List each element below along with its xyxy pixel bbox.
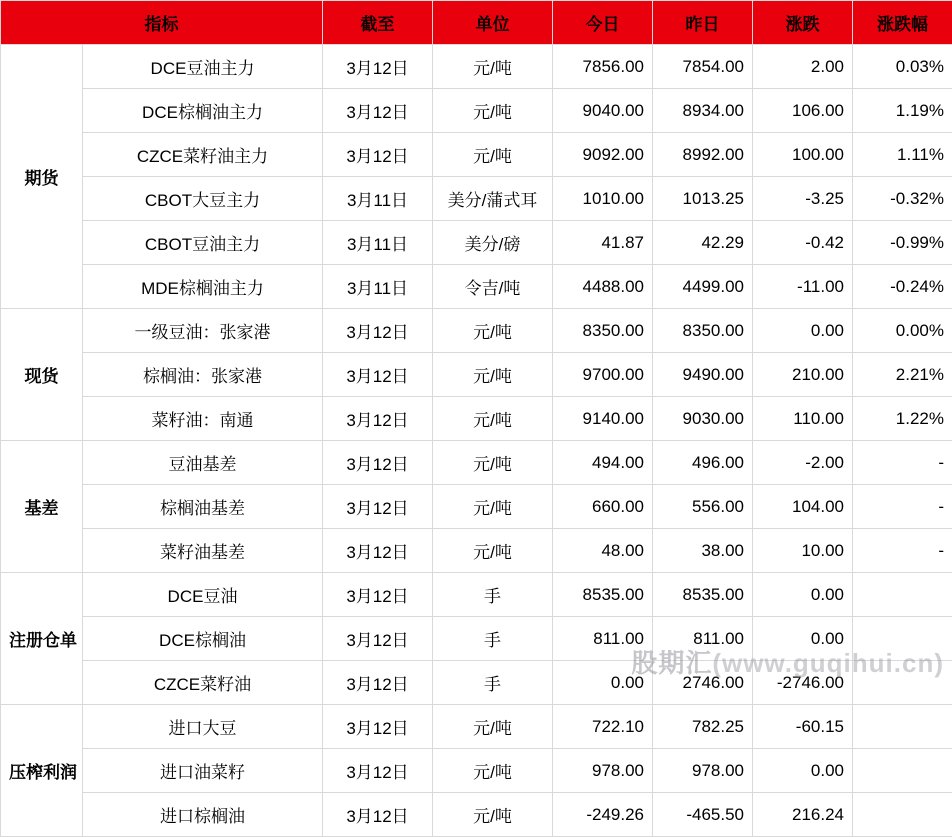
change-value: 104.00 (753, 485, 853, 529)
today-value: 9040.00 (553, 89, 653, 133)
today-value: 9092.00 (553, 133, 653, 177)
change-pct-value: 0.00% (853, 309, 952, 353)
change-pct-value: -0.32% (853, 177, 952, 221)
change-pct-value: 1.19% (853, 89, 952, 133)
as-of-date: 3月12日 (323, 485, 433, 529)
unit: 元/吨 (433, 705, 553, 749)
row-group-label: 压榨利润 (1, 705, 83, 837)
change-value: 0.00 (753, 749, 853, 793)
indicator-name: 棕榈油基差 (83, 485, 323, 529)
as-of-date: 3月12日 (323, 617, 433, 661)
indicator-name: DCE棕榈油主力 (83, 89, 323, 133)
table-row (1, 793, 952, 837)
as-of-date: 3月12日 (323, 45, 433, 89)
indicator-name: DCE豆油 (83, 573, 323, 617)
as-of-date: 3月12日 (323, 353, 433, 397)
table-body (1, 45, 952, 837)
yesterday-value: 2746.00 (653, 661, 753, 705)
row-group-label: 基差 (1, 441, 83, 573)
change-value: -2746.00 (753, 661, 853, 705)
indicator-name: CBOT大豆主力 (83, 177, 323, 221)
table-header (1, 1, 952, 45)
header-today: 今日 (553, 1, 653, 45)
unit: 手 (433, 573, 553, 617)
change-value: 100.00 (753, 133, 853, 177)
as-of-date: 3月12日 (323, 89, 433, 133)
table-row (1, 705, 952, 749)
table-row (1, 309, 952, 353)
change-value: 2.00 (753, 45, 853, 89)
watermark-cn: 股期汇 (631, 648, 712, 678)
indicator-name: CZCE菜籽油主力 (83, 133, 323, 177)
as-of-date: 3月12日 (323, 573, 433, 617)
change-value: 106.00 (753, 89, 853, 133)
change-value: 0.00 (753, 617, 853, 661)
change-value: 210.00 (753, 353, 853, 397)
change-pct-value: - (853, 529, 952, 573)
as-of-date: 3月12日 (323, 661, 433, 705)
yesterday-value: 9030.00 (653, 397, 753, 441)
as-of-date: 3月11日 (323, 265, 433, 309)
as-of-date: 3月12日 (323, 133, 433, 177)
table-row (1, 265, 952, 309)
header-yesterday: 昨日 (653, 1, 753, 45)
change-value: -0.42 (753, 221, 853, 265)
as-of-date: 3月12日 (323, 749, 433, 793)
today-value: 8350.00 (553, 309, 653, 353)
change-pct-value: 1.22% (853, 397, 952, 441)
row-group-label: 注册仓单 (1, 573, 83, 705)
yesterday-value: 4499.00 (653, 265, 753, 309)
change-value: 0.00 (753, 309, 853, 353)
change-pct-value: 0.03% (853, 45, 952, 89)
row-group-label: 现货 (1, 309, 83, 441)
today-value: 41.87 (553, 221, 653, 265)
today-value: 0.00 (553, 661, 653, 705)
change-pct-value: -0.99% (853, 221, 952, 265)
change-value: -3.25 (753, 177, 853, 221)
yesterday-value: 8535.00 (653, 573, 753, 617)
change-value: 10.00 (753, 529, 853, 573)
today-value: 494.00 (553, 441, 653, 485)
unit: 元/吨 (433, 45, 553, 89)
unit: 元/吨 (433, 353, 553, 397)
indicator-name: MDE棕榈油主力 (83, 265, 323, 309)
unit: 元/吨 (433, 89, 553, 133)
today-value: 1010.00 (553, 177, 653, 221)
today-value: 660.00 (553, 485, 653, 529)
table-row (1, 45, 952, 89)
yesterday-value: 42.29 (653, 221, 753, 265)
change-value: 0.00 (753, 573, 853, 617)
header-change-pct: 涨跌幅 (853, 1, 952, 45)
today-value: 978.00 (553, 749, 653, 793)
header-row (1, 1, 952, 45)
today-value: 7856.00 (553, 45, 653, 89)
header-change: 涨跌 (753, 1, 853, 45)
row-group-label: 期货 (1, 45, 83, 309)
yesterday-value: 811.00 (653, 617, 753, 661)
yesterday-value: -465.50 (653, 793, 753, 837)
change-pct-value: -0.24% (853, 265, 952, 309)
unit: 元/吨 (433, 485, 553, 529)
table-row (1, 177, 952, 221)
change-value: -11.00 (753, 265, 853, 309)
indicator-name: DCE棕榈油 (83, 617, 323, 661)
indicator-name: 进口大豆 (83, 705, 323, 749)
change-pct-value (853, 749, 952, 793)
yesterday-value: 496.00 (653, 441, 753, 485)
table-row (1, 617, 952, 661)
change-value: -60.15 (753, 705, 853, 749)
unit: 元/吨 (433, 397, 553, 441)
today-value: 722.10 (553, 705, 653, 749)
table-row (1, 661, 952, 705)
unit: 手 (433, 661, 553, 705)
table-row (1, 441, 952, 485)
unit: 元/吨 (433, 529, 553, 573)
unit: 元/吨 (433, 309, 553, 353)
today-value: 4488.00 (553, 265, 653, 309)
yesterday-value: 556.00 (653, 485, 753, 529)
as-of-date: 3月12日 (323, 397, 433, 441)
table-row (1, 749, 952, 793)
yesterday-value: 8992.00 (653, 133, 753, 177)
indicator-name: CBOT豆油主力 (83, 221, 323, 265)
change-pct-value (853, 705, 952, 749)
yesterday-value: 978.00 (653, 749, 753, 793)
unit: 美分/蒲式耳 (433, 177, 553, 221)
indicator-name: 进口棕榈油 (83, 793, 323, 837)
yesterday-value: 8350.00 (653, 309, 753, 353)
header-indicator: 指标 (1, 1, 323, 45)
indicator-name: 一级豆油：张家港 (83, 309, 323, 353)
change-pct-value: - (853, 485, 952, 529)
as-of-date: 3月12日 (323, 705, 433, 749)
indicator-name: 进口油菜籽 (83, 749, 323, 793)
header-unit: 单位 (433, 1, 553, 45)
as-of-date: 3月12日 (323, 309, 433, 353)
table-row (1, 89, 952, 133)
indicator-name: CZCE菜籽油 (83, 661, 323, 705)
table-row (1, 485, 952, 529)
unit: 令吉/吨 (433, 265, 553, 309)
as-of-date: 3月12日 (323, 793, 433, 837)
today-value: 8535.00 (553, 573, 653, 617)
unit: 元/吨 (433, 441, 553, 485)
today-value: 9700.00 (553, 353, 653, 397)
yesterday-value: 8934.00 (653, 89, 753, 133)
unit: 美分/磅 (433, 221, 553, 265)
today-value: 811.00 (553, 617, 653, 661)
as-of-date: 3月12日 (323, 441, 433, 485)
indicator-name: 菜籽油：南通 (83, 397, 323, 441)
as-of-date: 3月11日 (323, 221, 433, 265)
indicator-name: 菜籽油基差 (83, 529, 323, 573)
yesterday-value: 9490.00 (653, 353, 753, 397)
unit: 元/吨 (433, 133, 553, 177)
change-value: 216.24 (753, 793, 853, 837)
table-row (1, 573, 952, 617)
table-row (1, 397, 952, 441)
change-pct-value (853, 573, 952, 617)
unit: 手 (433, 617, 553, 661)
table-row (1, 353, 952, 397)
table-row (1, 221, 952, 265)
yesterday-value: 7854.00 (653, 45, 753, 89)
change-pct-value: 1.11% (853, 133, 952, 177)
indicator-name: 棕榈油：张家港 (83, 353, 323, 397)
as-of-date: 3月11日 (323, 177, 433, 221)
as-of-date: 3月12日 (323, 529, 433, 573)
today-value: -249.26 (553, 793, 653, 837)
today-value: 48.00 (553, 529, 653, 573)
change-value: 110.00 (753, 397, 853, 441)
table-row (1, 529, 952, 573)
indicator-name: DCE豆油主力 (83, 45, 323, 89)
header-asof: 截至 (323, 1, 433, 45)
indicator-name: 豆油基差 (83, 441, 323, 485)
change-pct-value: - (853, 441, 952, 485)
unit: 元/吨 (433, 793, 553, 837)
today-value: 9140.00 (553, 397, 653, 441)
yesterday-value: 1013.25 (653, 177, 753, 221)
change-pct-value (853, 793, 952, 837)
unit: 元/吨 (433, 749, 553, 793)
yesterday-value: 38.00 (653, 529, 753, 573)
table-row (1, 133, 952, 177)
change-value: -2.00 (753, 441, 853, 485)
watermark-en: (www.guqihui.cn) (712, 648, 944, 678)
yesterday-value: 782.25 (653, 705, 753, 749)
change-pct-value: 2.21% (853, 353, 952, 397)
change-pct-value (853, 617, 952, 661)
change-pct-value (853, 661, 952, 705)
